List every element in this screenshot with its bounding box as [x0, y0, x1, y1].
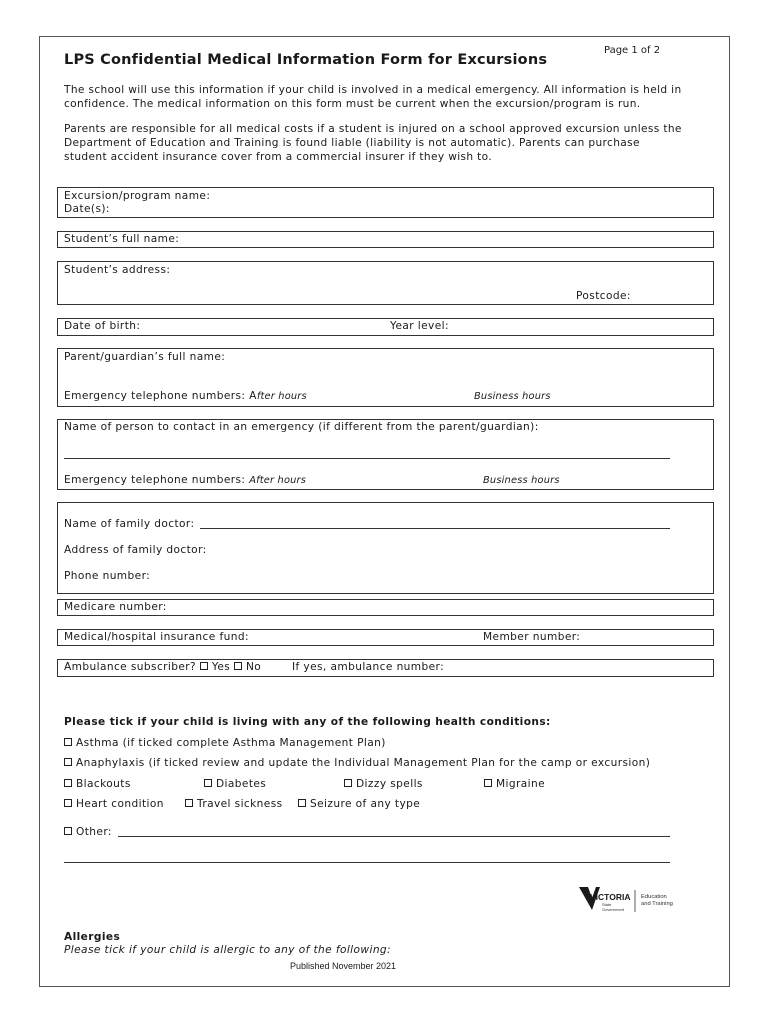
ambulance-label: Ambulance subscriber?: [64, 661, 197, 673]
medicare-label: Medicare number:: [64, 601, 167, 613]
svg-text:and Training: and Training: [641, 901, 673, 907]
svg-text:Government: Government: [602, 907, 625, 912]
migraine-checkbox[interactable]: [484, 779, 492, 787]
member-number-label: Member number:: [483, 631, 581, 643]
health-heading: Please tick if your child is living with any of the following health conditions:: [64, 716, 551, 728]
seizure-checkbox[interactable]: [298, 799, 306, 807]
other-option[interactable]: Other:: [64, 826, 112, 838]
business-hours-label: Business hours: [474, 391, 551, 402]
dizzy-option[interactable]: Dizzy spells: [344, 778, 423, 790]
other-checkbox[interactable]: [64, 827, 72, 835]
other-line-2[interactable]: [64, 862, 670, 863]
emergency-contact-label: Name of person to contact in an emergency (if different from the parent/guardian):: [64, 421, 539, 433]
asthma-option[interactable]: Asthma (if ticked complete Asthma Management Plan): [64, 737, 386, 749]
emergency-phone-label: Emergency telephone numbers: After hours: [64, 390, 307, 402]
victoria-logo-mark: [579, 886, 689, 916]
dob-field[interactable]: [57, 318, 714, 336]
victoria-logo-text: VICTORIA: [590, 892, 631, 902]
intro-p2-line1: Parents are responsible for all medical costs if a student is injured on a school approved excursion unless the: [64, 123, 682, 135]
blackouts-checkbox[interactable]: [64, 779, 72, 787]
intro-p2-line3: student accident insurance cover from a commercial insurer if they wish to.: [64, 151, 493, 163]
excursion-name-label: Excursion/program name:: [64, 190, 211, 202]
travel-option[interactable]: Travel sickness: [185, 798, 283, 810]
page-number: Page 1 of 2: [604, 45, 661, 56]
yes-label: Yes: [211, 661, 231, 673]
emergency-contact-line[interactable]: [64, 458, 670, 459]
diabetes-checkbox[interactable]: [204, 779, 212, 787]
published-footer: Published November 2021: [290, 961, 397, 971]
ambulance-number-label: If yes, ambulance number:: [292, 661, 445, 673]
business-hours2-label: Business hours: [483, 475, 560, 486]
intro-paragraph-2: [64, 122, 714, 164]
migraine-option[interactable]: Migraine: [484, 778, 545, 790]
heart-checkbox[interactable]: [64, 799, 72, 807]
student-name-label: Student’s full name:: [64, 233, 180, 245]
ambulance-row: [64, 661, 261, 673]
ambulance-yes-checkbox[interactable]: [200, 662, 208, 670]
ambulance-no-checkbox[interactable]: [234, 662, 242, 670]
seizure-option[interactable]: Seizure of any type: [298, 798, 420, 810]
other-line[interactable]: [118, 836, 670, 837]
allergies-instruction: Please tick if your child is allergic to any of the following:: [64, 944, 392, 956]
postcode-label: Postcode:: [576, 290, 631, 302]
doctor-address-label: Address of family doctor:: [64, 544, 207, 556]
family-doctor-line[interactable]: [200, 528, 670, 529]
emergency-phone2-label: Emergency telephone numbers: After hours: [64, 474, 307, 486]
intro-paragraph-1: [64, 83, 714, 111]
blackouts-option[interactable]: Blackouts: [64, 778, 131, 790]
insurance-fund-label: Medical/hospital insurance fund:: [64, 631, 249, 643]
family-doctor-label: Name of family doctor:: [64, 518, 195, 530]
dizzy-checkbox[interactable]: [344, 779, 352, 787]
no-label: No: [245, 661, 262, 673]
form-title: LPS Confidential Medical Information Form for Excursions: [64, 52, 548, 68]
dates-label: Date(s):: [64, 203, 110, 215]
year-level-label: Year level:: [390, 320, 449, 332]
parent-name-label: Parent/guardian’s full name:: [64, 351, 226, 363]
intro-p2-line2: Department of Education and Training is found liable (liability is not automatic). Parents can purchase: [64, 137, 640, 149]
asthma-checkbox[interactable]: [64, 738, 72, 746]
allergies-heading: Allergies: [64, 931, 121, 943]
victoria-logo: [579, 886, 689, 916]
diabetes-option[interactable]: Diabetes: [204, 778, 266, 790]
anaphylaxis-option[interactable]: Anaphylaxis (if ticked review and update the Individual Management Plan for the camp or excursion): [64, 757, 650, 769]
heart-option[interactable]: Heart condition: [64, 798, 164, 810]
student-address-label: Student’s address:: [64, 264, 171, 276]
travel-checkbox[interactable]: [185, 799, 193, 807]
intro-p1-line1: The school will use this information if your child is involved in a medical emergency. All information is held in: [64, 84, 682, 96]
dob-label: Date of birth:: [64, 320, 141, 332]
svg-text:Education: Education: [641, 894, 667, 900]
intro-p1-line2: confidence. The medical information on this form must be current when the excursion/program is run.: [64, 98, 641, 110]
svg-text:State: State: [602, 902, 612, 907]
phone-number-label: Phone number:: [64, 570, 151, 582]
anaphylaxis-checkbox[interactable]: [64, 758, 72, 766]
